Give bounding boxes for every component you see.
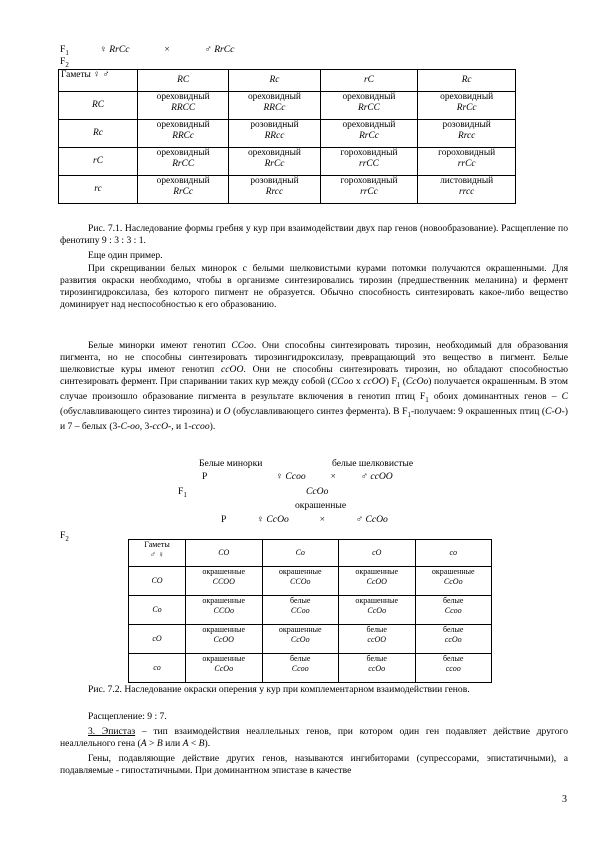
table-cell <box>415 596 492 625</box>
table1-col-header: Rc <box>418 70 516 92</box>
table-cell <box>138 148 229 176</box>
paragraph-inhibitors: Гены, подавляющие действие других генов, называются ингибиторами (супрессорами, эпистатичными), а подавляемые - гипостатичными. При доминантном эпистазе в качестве <box>60 753 568 776</box>
phenotype-text: розовидный <box>250 120 299 130</box>
table2-col-header: Co <box>262 540 339 567</box>
table-cell <box>339 625 416 654</box>
split-ratio: Расщепление: 9 : 7. <box>88 711 167 722</box>
row-gamete-header: co <box>129 654 186 683</box>
genotype-text: rrCc <box>457 159 476 169</box>
phenotype-text: ореховидный <box>247 148 301 158</box>
phenotype-text: белые <box>290 654 311 663</box>
genotype-text: RrCC <box>358 103 380 113</box>
punnett-table-comb <box>58 69 516 204</box>
phenotype-text: белые <box>366 625 387 634</box>
table-row <box>129 625 492 654</box>
table-cell <box>186 567 263 596</box>
page-number: 3 <box>562 794 567 805</box>
row-gamete-header: CO <box>129 567 186 596</box>
epistasis-definition: 3. Эпистаз – тип взаимодействия неаллельных генов, при котором один ген подавляет действие другого неаллельного гена (А > В или А < В). <box>60 726 569 749</box>
table2-col-header: cO <box>339 540 416 567</box>
genotype-text: RrCc <box>264 159 285 169</box>
cross1-f2-label: $F_2$ <box>60 56 69 69</box>
phenotype-text: белые <box>290 596 311 605</box>
phenotype-text: ореховидный <box>156 148 210 158</box>
table-cell <box>229 92 320 120</box>
table-cell <box>138 92 229 120</box>
table-cell <box>186 625 263 654</box>
genotype-text: rrcc <box>459 187 475 197</box>
cross2-right-breed: белые шелковистые <box>332 458 414 469</box>
table-row <box>129 596 492 625</box>
table-cell <box>320 92 418 120</box>
table2-col-header: co <box>415 540 492 567</box>
genotype-text: CCOO <box>212 577 235 586</box>
genotype-text: CcOo <box>214 664 234 673</box>
row-gamete-header: RC <box>59 92 138 120</box>
row-gamete-header: Co <box>129 596 186 625</box>
table-cell <box>262 625 339 654</box>
table-cell <box>262 596 339 625</box>
cross2-p-line: P ♀ Ccoo × ♂ ccOO <box>202 471 393 482</box>
table2-col-header: CO <box>186 540 263 567</box>
cross2-left-breed: Белые минорки <box>199 458 263 469</box>
genotype-text: RrCc <box>456 103 477 113</box>
table2-corner: Гаметы ♂ ♀ <box>129 540 186 567</box>
table-cell <box>229 120 320 148</box>
phenotype-text: ореховидный <box>342 92 396 102</box>
table-cell <box>415 625 492 654</box>
table-cell <box>339 567 416 596</box>
table-row <box>129 654 492 683</box>
phenotype-text: окрашенные <box>355 596 399 605</box>
genotype-text: ccOO <box>367 635 387 644</box>
genotype-text: ccoo <box>445 664 461 673</box>
genotype-text: RrCc <box>173 187 194 197</box>
table-cell <box>418 148 516 176</box>
table1-col-header: rC <box>320 70 418 92</box>
genotype-text: RRCc <box>172 131 195 141</box>
genotype-text: CCOo <box>213 606 234 615</box>
genotype-text: RRCC <box>171 103 196 113</box>
cross1-line: $F_1$ ♀ RrCc × ♂ RrCc <box>60 44 235 57</box>
phenotype-text: ореховидный <box>156 120 210 130</box>
table-row <box>129 567 492 596</box>
table-cell <box>262 654 339 683</box>
table-cell <box>186 596 263 625</box>
phenotype-text: розовидный <box>442 120 491 130</box>
phenotype-text: окрашенные <box>202 596 246 605</box>
phenotype-text: ореховидный <box>440 92 494 102</box>
genotype-text: RrCC <box>172 159 195 169</box>
phenotype-text: ореховидный <box>156 92 210 102</box>
table-row <box>59 120 516 148</box>
table-cell <box>418 176 516 204</box>
phenotype-text: белые <box>443 625 464 634</box>
table-cell <box>320 120 418 148</box>
phenotype-text: окрашенные <box>431 567 475 576</box>
table-cell <box>186 654 263 683</box>
table-cell <box>415 654 492 683</box>
phenotype-text: окрашенные <box>278 625 322 634</box>
table-cell <box>138 176 229 204</box>
phenotype-text: окрашенные <box>278 567 322 576</box>
row-gamete-header: rC <box>59 148 138 176</box>
phenotype-text: окрашенные <box>202 567 246 576</box>
genotype-text: ccOo <box>444 635 462 644</box>
table-cell <box>415 567 492 596</box>
genotype-text: CcOo <box>443 577 463 586</box>
table-row <box>59 148 516 176</box>
table-cell <box>339 596 416 625</box>
genotype-text: CcOo <box>367 606 387 615</box>
phenotype-text: листовидный <box>440 176 494 186</box>
paragraph-2: Белые минорки имеют генотип CCoo. Они способны синтезировать тирозин, необходимый для образования пигмента, но не способны синтезировать тирозингидроксилазу, превращающий это вещество в пигмент. Белые шелковистые куры имеют генотип ccOO. Они не способны синтезировать тирозин, но обладают способностью синтезировать фермент. При спаривании таких кур между собой (CCoo x ccOO) $F_1$ (CcOo) получается окрашенным. В этом случае произошло образование пигмента в результате включения в генотип птиц $F_1$ обоих доминантных генов – C (обуславливающего синтез тирозина) и O (обуславливающего синтез фермента). В $F_1$-получаем: 9 окрашенных птиц (C-O-) и 7 – белых (3-C-oo, 3-ccO-, и 1-ccoo). <box>60 340 569 432</box>
genotype-text: CcOO <box>366 577 387 586</box>
genotype-text: CCOo <box>290 577 311 586</box>
genotype-text: CcOO <box>213 635 234 644</box>
table-row <box>59 92 516 120</box>
phenotype-text: белые <box>443 654 464 663</box>
table-cell <box>320 148 418 176</box>
figure2-caption: Рис. 7.2. Наследование окраски оперения у кур при комплементарном взаимодействии генов. <box>88 684 470 695</box>
table-row <box>59 176 516 204</box>
row-gamete-header: rc <box>59 176 138 204</box>
cross2-f1-label: $F_1$ <box>178 486 187 499</box>
example-line: Еще один пример. <box>88 250 163 261</box>
row-gamete-header: cO <box>129 625 186 654</box>
genotype-text: RrCc <box>359 131 379 141</box>
genotype-text: Rrcc <box>457 131 476 141</box>
phenotype-text: белые <box>366 654 387 663</box>
punnett-table-plumage <box>128 539 492 683</box>
phenotype-text: розовидный <box>250 176 299 186</box>
genotype-text: rrCc <box>360 187 378 197</box>
genotype-text: Ccoo <box>291 664 309 673</box>
cross2-f1-phenotype: окрашенные <box>295 500 347 511</box>
table-cell <box>320 176 418 204</box>
phenotype-text: гороховидный <box>438 148 496 158</box>
cross2-f2-label: $F_2$ <box>60 530 69 543</box>
phenotype-text: ореховидный <box>247 92 301 102</box>
genotype-text: RRcc <box>264 131 285 141</box>
table-cell <box>229 148 320 176</box>
phenotype-text: ореховидный <box>156 176 210 186</box>
table-cell <box>418 120 516 148</box>
cross2-f1-genotype: CcOo <box>306 486 329 497</box>
cross2-p2-line: P ♀ CcOo × ♂ CcOo <box>221 514 388 525</box>
genotype-text: CcOo <box>290 635 310 644</box>
genotype-text: rrCC <box>359 159 379 169</box>
table1-corner: Гаметы ♀ ♂ <box>59 70 138 92</box>
phenotype-text: окрашенные <box>202 625 246 634</box>
table-cell <box>138 120 229 148</box>
phenotype-text: окрашенные <box>355 567 399 576</box>
table1-col-header: RC <box>138 70 229 92</box>
phenotype-text: окрашенные <box>202 654 246 663</box>
phenotype-text: ореховидный <box>342 120 396 130</box>
figure1-caption: Рис. 7.1. Наследование формы гребня у кур при взаимодействии двух пар генов (новообразование). Расщепление по фенотипу 9 : 3 : 3 : 1. <box>60 223 568 246</box>
phenotype-text: белые <box>443 596 464 605</box>
table-cell <box>262 567 339 596</box>
phenotype-text: гороховидный <box>340 148 398 158</box>
genotype-text: Rrcc <box>265 187 284 197</box>
table-cell <box>418 92 516 120</box>
table1-col-header: Rc <box>229 70 320 92</box>
genotype-text: CCoo <box>290 606 310 615</box>
table-cell <box>339 654 416 683</box>
paragraph-1: При скрещивании белых минорок с белыми шелковистыми курами потомки получаются окрашенными. Для развития окраски необходимо, чтобы в организме синтезировались тирозин (предшественник меланина) и фермент тирозингидроксилаза, без которого пигмент не образуется. Обычно способность синтезировать какое-либо вещество доминирует над неспособностью к его образованию. <box>60 263 568 310</box>
row-gamete-header: Rc <box>59 120 138 148</box>
table-cell <box>229 176 320 204</box>
phenotype-text: гороховидный <box>340 176 398 186</box>
genotype-text: Ccoo <box>444 606 462 615</box>
genotype-text: RRCc <box>263 103 286 113</box>
genotype-text: ccOo <box>368 664 386 673</box>
